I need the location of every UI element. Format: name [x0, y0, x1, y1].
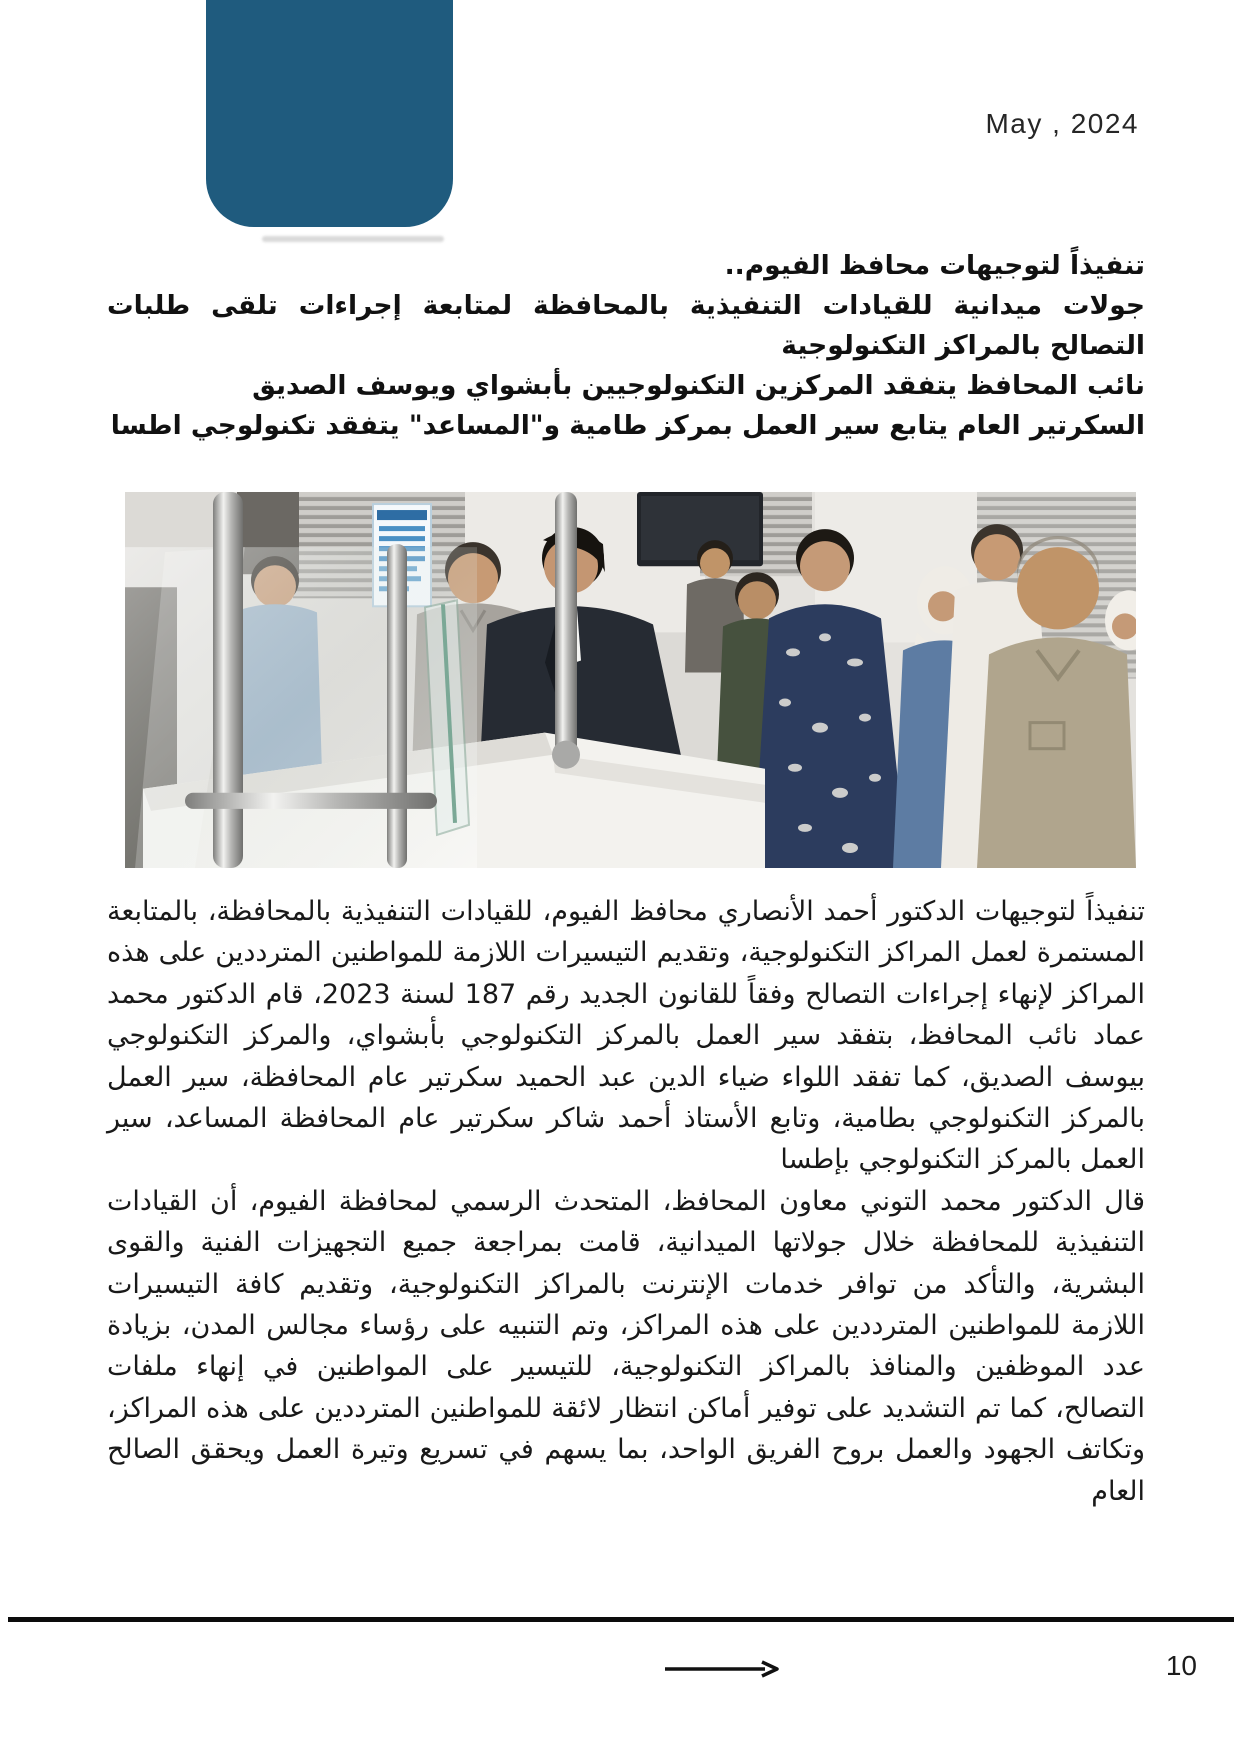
article-photo	[125, 492, 1136, 868]
header-tab-shape	[206, 0, 453, 227]
headline-block	[107, 246, 1145, 446]
header-tab-shadow	[262, 236, 444, 242]
article-paragraph-1: تنفيذاً لتوجيهات الدكتور أحمد الأنصاري محافظ الفيوم، للقيادات التنفيذية بالمحافظة، بالمتابعة المستمرة لعمل المراكز التكنولوجية، وتقديم التيسيرات اللازمة للمواطنين المترددين على هذه المراكز لإنهاء إجراءات التصالح وفقاً للقانون الجديد رقم 187 لسنة 2023، قام الدكتور محمد عماد نائب المحافظ، بتفقد سير العمل بالمركز التكنولوجي بأبشواي، والمركز التكنولوجي بيوسف الصديق، كما تفقد اللواء ضياء الدين عبد الحميد سكرتير عام المحافظة، سير العمل بالمركز التكنولوجي بطامية، وتابع الأستاذ أحمد شاكر سكرتير عام المحافظة المساعد، سير العمل بالمركز التكنولوجي بإطسا	[107, 896, 1145, 1176]
headline-main: جولات ميدانية للقيادات التنفيذية بالمحافظة لمتابعة إجراءات تلقى طلبات التصالح بالمراكز التكنولوجية	[107, 290, 1145, 361]
headline-sub2: السكرتير العام يتابع سير العمل بمركز طامية و"المساعد" يتفقد تكنولوجي اطسا	[110, 410, 1145, 441]
article-body	[107, 891, 1145, 1512]
issue-date: May , 2024	[985, 108, 1139, 139]
headline-sub1: نائب المحافظ يتفقد المركزين التكنولوجيين بأبشواي ويوسف الصديق	[252, 370, 1145, 401]
page-number: 10	[1165, 1650, 1197, 1681]
headline-kicker: تنفيذاً لتوجيهات محافظ الفيوم..	[724, 250, 1145, 281]
footer-divider	[8, 1617, 1234, 1622]
article-paragraph-2: قال الدكتور محمد التوني معاون المحافظ، المتحدث الرسمي لمحافظة الفيوم، أن القيادات التنفيذية للمحافظة خلال جولاتها الميدانية، قامت بمراجعة جميع التجهيزات الفنية والقوى البشرية، والتأكد من توافر خدمات الإنترنت بالمراكز التكنولوجية، وتقديم كافة التيسيرات اللازمة للمواطنين المترددين على هذه المراكز، وتم التنبيه على رؤساء مجالس المدن، بزيادة عدد الموظفين والمنافذ بالمراكز التكنولوجية، للتيسير على المواطنين في إنهاء ملفات التصالح، كما تم التشديد على توفير أماكن انتظار لائقة للمواطنين المترددين على هذه المراكز، وتكاتف الجهود والعمل بروح الفريق الواحد، بما يسهم في تسريع وتيرة العمل ويحقق الصالح العام	[107, 1185, 1145, 1507]
arrow-right-icon	[663, 1660, 783, 1678]
